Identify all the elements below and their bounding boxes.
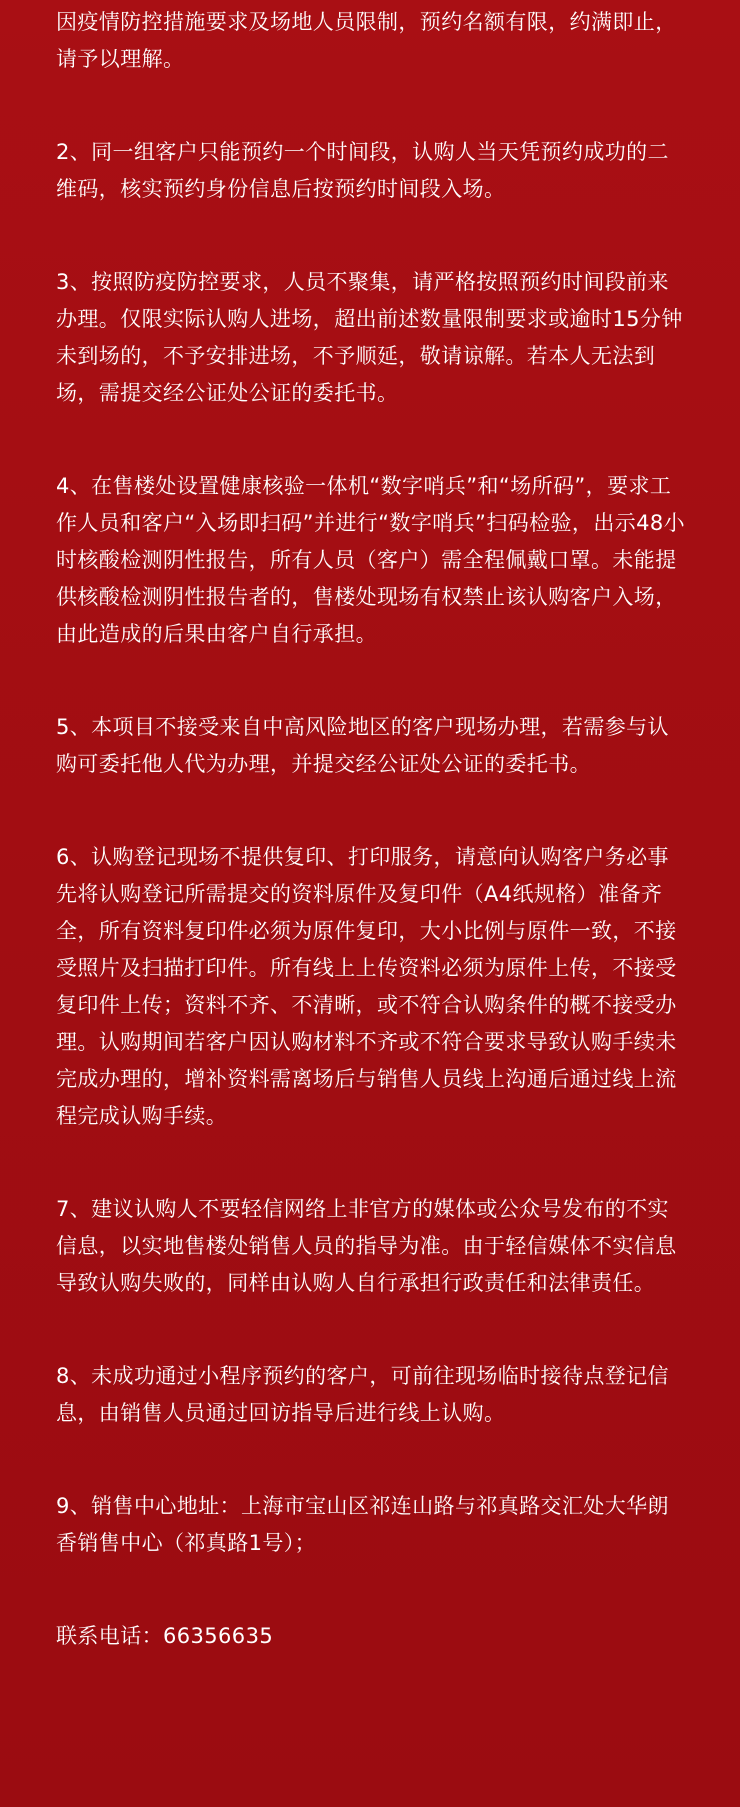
notice-paragraph-5: 5、本项目不接受来自中高风险地区的客户现场办理，若需参与认购可委托他人代为办理，并提交经公证处公证的委托书。 bbox=[56, 715, 669, 776]
notice-paragraph-2: 2、同一组客户只能预约一个时间段，认购人当天凭预约成功的二维码，核实预约身份信息后按预约时间段入场。 bbox=[56, 140, 669, 201]
contact-phone: 联系电话：66356635 bbox=[56, 1624, 274, 1648]
notice-paragraph-9-address: 9、销售中心地址：上海市宝山区祁连山路与祁真路交汇处大华朗香销售中心（祁真路1号）； bbox=[56, 1494, 669, 1555]
notice-paragraph-6: 6、认购登记现场不提供复印、打印服务，请意向认购客户务必事先将认购登记所需提交的资料原件及复印件（A4纸规格）准备齐全，所有资料复印件必须为原件复印，大小比例与原件一致，不接受照片及扫描打印件。所有线上上传资料必须为原件上传，不接受复印件上传；资料不齐、不清晰，或不符合认购条件的概不接受办理。认购期间若客户因认购材料不齐或不符合要求导致认购手续未完成办理的，增补资料需离场后与销售人员线上沟通后通过线上流程完成认购手续。 bbox=[56, 845, 677, 1128]
notice-paragraph-8: 8、未成功通过小程序预约的客户，可前往现场临时接待点登记信息，由销售人员通过回访指导后进行线上认购。 bbox=[56, 1364, 669, 1425]
notice-paragraph-7: 7、建议认购人不要轻信网络上非官方的媒体或公众号发布的不实信息，以实地售楼处销售人员的指导为准。由于轻信媒体不实信息导致认购失败的，同样由认购人自行承担行政责任和法律责任。 bbox=[56, 1197, 677, 1295]
notice-paragraph-3: 3、按照防疫防控要求，人员不聚集，请严格按照预约时间段前来办理。仅限实际认购人进场，超出前述数量限制要求或逾时15分钟未到场的，不予安排进场，不予顺延，敬请谅解。若本人无法到场，需提交经公证处公证的委托书。 bbox=[56, 270, 683, 405]
notice-paragraph-1-continued: 因疫情防控措施要求及场地人员限制，预约名额有限，约满即止，请予以理解。 bbox=[56, 10, 677, 71]
notice-content bbox=[56, 4, 686, 1655]
notice-paragraph-4: 4、在售楼处设置健康核验一体机“数字哨兵”和“场所码”，要求工作人员和客户“入场即扫码”并进行“数字哨兵”扫码检验，出示48小时核酸检测阴性报告，所有人员（客户）需全程佩戴口罩。未能提供核酸检测阴性报告者的，售楼处现场有权禁止该认购客户入场，由此造成的后果由客户自行承担。 bbox=[56, 474, 686, 646]
